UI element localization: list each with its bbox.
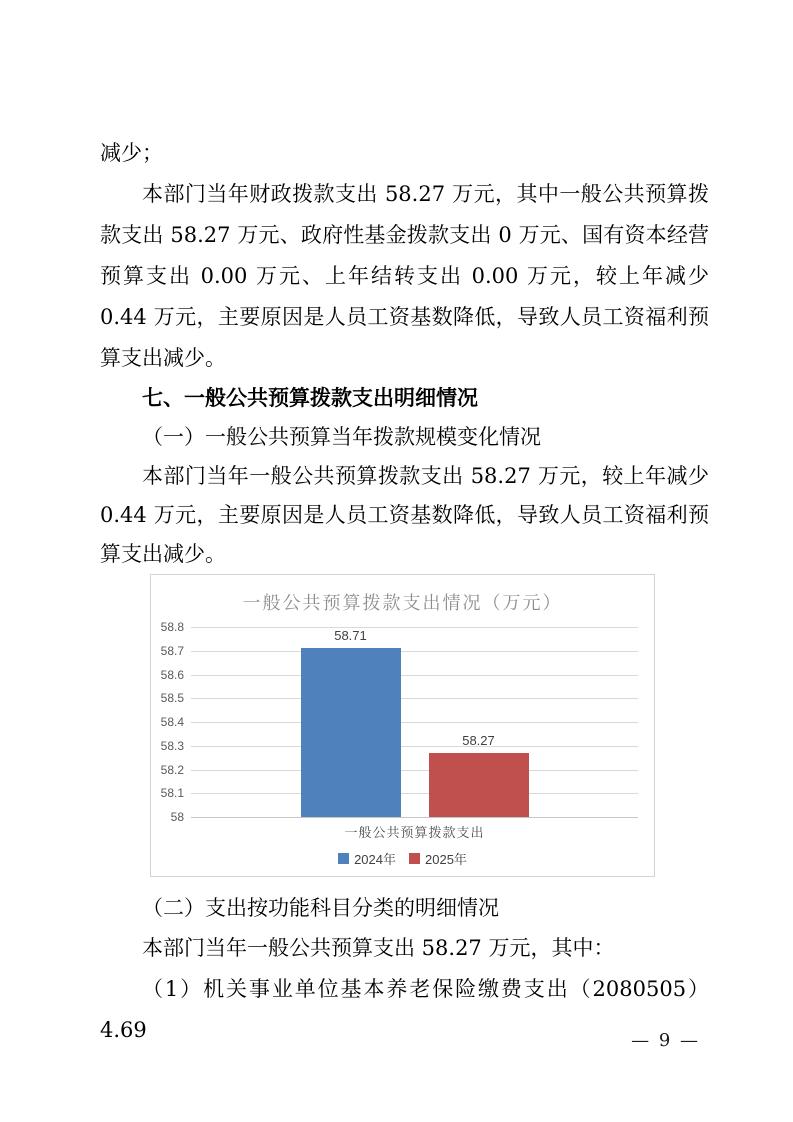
x-axis-line (191, 817, 638, 818)
legend-swatch-icon (338, 853, 349, 864)
y-tick-label: 58.8 (160, 620, 184, 634)
chart-title: 一般公共预算拨款支出情况（万元） (242, 593, 563, 614)
bar-2024年 (301, 628, 401, 817)
bar-value-label: 58.27 (462, 732, 495, 748)
paragraph-budget-change: 本部门当年一般公共预算拨款支出 58.27 万元，较上年减少 0.44 万元，主要原因是人员工资基数降低，导致人员工资福利预算支出减少。 (100, 464, 709, 566)
y-tick-label: 58.6 (160, 667, 184, 682)
budget-bar-chart (150, 574, 655, 877)
legend-label: 2025年 (425, 852, 467, 867)
paragraph-pension-item: （1）机关事业单位基本养老保险缴费支出（2080505）4.69 (100, 977, 709, 1042)
chart-category-label: 一般公共预算拨款支出 (344, 826, 485, 841)
y-tick-label: 58.7 (160, 643, 184, 658)
legend-swatch-icon (409, 853, 420, 864)
bar-value-label: 58.71 (334, 628, 367, 644)
paragraph-budget-detail: 本部门当年一般公共预算支出 58.27 万元，其中： (142, 936, 615, 960)
bar-2025年 (429, 732, 529, 817)
y-tick-label: 58.4 (160, 715, 184, 729)
bars-group (191, 627, 638, 817)
y-tick-label: 58.2 (160, 762, 184, 777)
legend-item-2024年 (338, 849, 396, 868)
y-tick-label: 58.1 (160, 786, 184, 801)
legend-item-2025年 (409, 849, 467, 868)
legend-label: 2024年 (354, 852, 396, 867)
subsection-heading-one: （一）一般公共预算当年拨款规模变化情况 (142, 425, 541, 449)
section-heading-seven: 七、一般公共预算拨款支出明细情况 (142, 386, 478, 410)
chart-legend (151, 849, 654, 868)
subsection-heading-two: （二）支出按功能科目分类的明细情况 (142, 896, 499, 920)
y-tick-label: 58.3 (160, 738, 184, 753)
paragraph-continuation: 减少； (100, 141, 163, 165)
y-tick-label: 58.5 (160, 691, 184, 706)
chart-plot-area (160, 620, 638, 824)
paragraph-fiscal-summary: 本部门当年财政拨款支出 58.27 万元，其中一般公共预算拨款支出 58.27 万元、政府性基金拨款支出 0 万元、国有资本经营预算支出 0.00 万元、上年结转支出 0.00 万元，较上年减少 0.44 万元，主要原因是人员工资基数降低，导致人员工资福利预算支出减少。 (100, 182, 709, 370)
y-tick-label: 58 (170, 810, 184, 824)
page-number: — 9 — (631, 1030, 700, 1051)
